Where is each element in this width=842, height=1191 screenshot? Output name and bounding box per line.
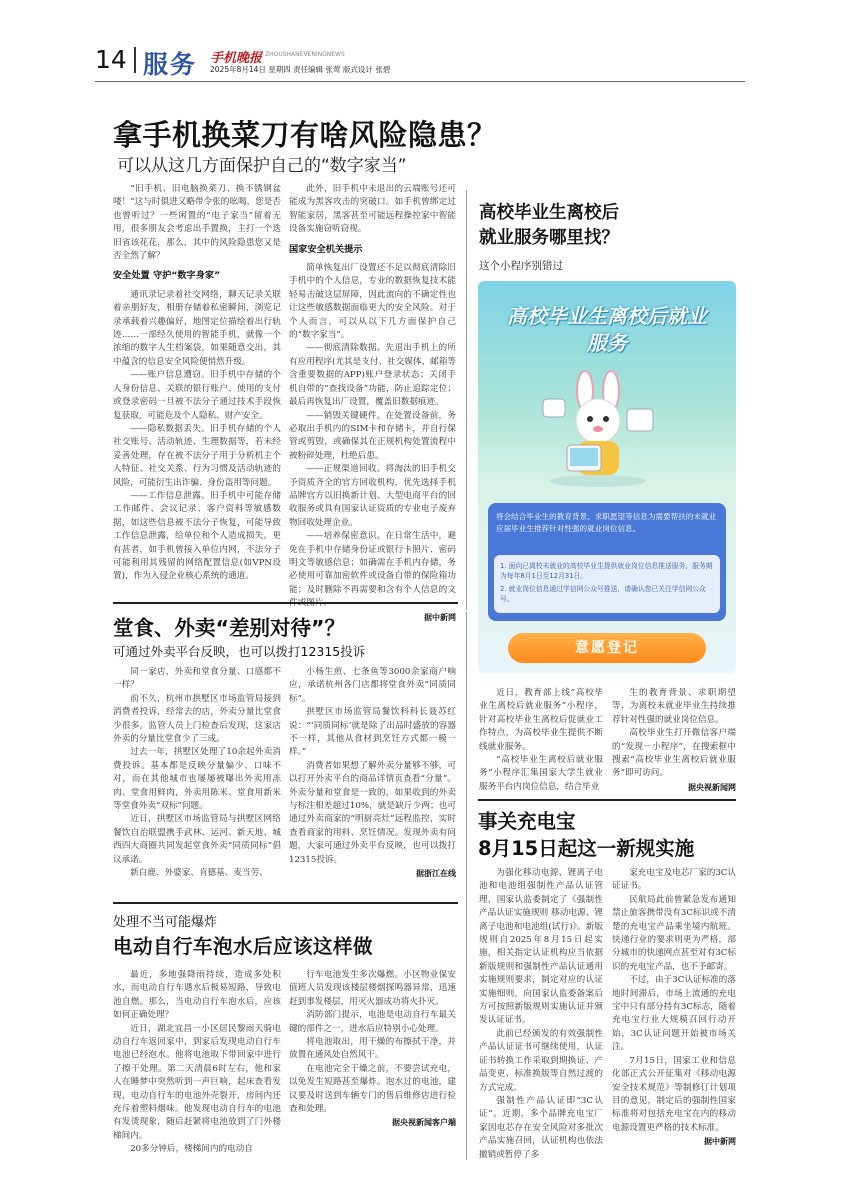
- newspaper-logo-en: ZHOUSHANEVENINGNEWS: [265, 51, 345, 58]
- article3-column-1: [113, 666, 281, 881]
- issue-meta: 2025年8月14日 星期四 责任编辑 张莺 版式设计 张碧: [210, 65, 391, 74]
- paragraph: 行车电池发生多次爆燃。小区物业保安值班人员发现该楼层楼烟探鸣器异常，迅速赶到事发楼层，用灭火器成功将火扑灭。: [289, 970, 456, 1007]
- mascot-illustration: [533, 369, 663, 489]
- article2-column-2: [612, 687, 736, 794]
- paragraph: “高校毕业生离校后就业服务”小程序汇集国家大学生就业服务平台内岗位信息，结合毕业: [479, 755, 603, 792]
- poster-item: 2. 就业岗位信息通过学信网公众号推送，请确认您已关注学信网公众号。: [500, 585, 706, 603]
- paragraph: ——彻底清除数据。先退出手机上的所有应用程序(尤其是支付、社交媒体、邮箱等含重要数据的APP)账户登录状态；关闭手机自带的“查找设备”功能，防止追踪定位；最后再恢复出厂设置，覆盖旧数据痕迹。: [289, 343, 456, 408]
- poster-info-list: [494, 555, 720, 613]
- paragraph: 此外，旧手机中未退出的云端账号还可能成为黑客攻击的突破口。如手机曾绑定过智能家居，黑客甚至可能远程操控家中智能设备实施窃听窃视。: [289, 184, 456, 235]
- paragraph: “旧手机、旧电脑换菜刀、换不锈钢盆喽！”这与时俱进又略带令张的吆喝，您是否也曾听过？一些闲置的“电子家当”留着无用，很多朋友会考虑出手置换，主打一个迭旧省该花花，那么，其中的风险隐患您又是否全然了解？: [113, 184, 281, 262]
- section-rule: [478, 799, 736, 801]
- article4-source: 据中新网: [704, 1137, 736, 1147]
- paragraph: 此前已经颁发的有效强制性产品认证证书可继续使用，认证证书转换工作采取到期换证、产品变更、标准换版等自然过渡的方式完成。: [479, 1028, 603, 1093]
- poster-headline: 高校毕业生离校后就业服务: [507, 304, 707, 355]
- service-poster: [478, 281, 736, 673]
- article5-source: 据央视新闻客户端: [392, 1118, 456, 1128]
- article4-title-line-2: 8月15日起这一新规实施: [478, 837, 695, 860]
- paragraph: 最近，多地强降雨持续，造成多处积水，而电动自行车遇水后极易短路，导致电池自燃。那么，当电动自行车泡水后，应该如何正确处理？: [113, 970, 281, 1021]
- article2-column-1: [479, 687, 603, 794]
- paragraph: 生的教育背景、求职期望等，为离校未就业毕业生持续推荐针对性强的就业岗位信息。: [612, 688, 736, 725]
- section-rule: [113, 602, 458, 604]
- paragraph: ——培养保密意识。在日常生活中，避免在手机中存储身份证或银行卡照片、密码明文等敏感信息；如确需在手机内存储，务必使用可靠加密软件或设备自带的保险箱功能；及时删除不再需要和含有个人信息的文: [289, 531, 456, 595]
- article2-subtitle: 这个小程序别错过: [479, 260, 563, 272]
- article3-column-2: [289, 666, 456, 881]
- paragraph: 7月15日，国家工业和信息化部正式公开征集对《移动电源安全技术规范》等制修订计划项目的意见，制定后的强制性国家标准将对包括充电宝在内的移动电源设置更严格的技术标准。: [612, 1055, 736, 1133]
- article1-subhead-2: 国家安全机关提示: [289, 243, 363, 255]
- header-rule: [95, 81, 745, 82]
- section-title: 服务: [143, 50, 198, 79]
- article3-subtitle: 可通过外卖平台反映，也可以拨打12315投诉: [113, 644, 366, 659]
- paragraph: 民航局此前曾紧急发布通知禁止旅客携带没有3C标识或不清楚的充电宝产品乘坐境内航班。快递行业的要求则更为严格，部分城市的快递网点甚至对有3C标识的充电宝产品，也不予邮寄。: [612, 894, 736, 972]
- column-divider: [466, 612, 467, 1160]
- article1-column-1: [113, 183, 281, 584]
- poster-panel-text: 将会结合毕业生的教育背景、求职愿望等信息为需要帮扶的未就业应届毕业生推荐针对性强的就业岗位信息。: [496, 512, 717, 533]
- paragraph: 通讯录记录着社交网络，聊天记录关联着亲朋好友，相册存储着私密瞬间，浏览记录承载着兴趣偏好，地图定位描绘着出行轨迹……一部经久使用的智能手机，就像一个浓缩的数字人生档案袋，如果随意交出，其中蕴含的信息安全风险便悄然升级。: [113, 289, 281, 367]
- article1-column-2: [289, 183, 456, 624]
- paragraph: 前不久，杭州市拱墅区市场监管局接到消费者投诉，经常去的店，外卖分量比堂食少很多。监管人员上门检查后发现，这家店外卖的分量比堂食少了三成。: [113, 693, 281, 745]
- article5-kicker: 处理不当可能爆炸: [113, 915, 218, 930]
- header-divider: [134, 47, 136, 73]
- section-rule: [113, 902, 458, 904]
- article1-subtitle: 可以从这几方面保护自己的“数字家当”: [117, 156, 407, 176]
- register-button[interactable]: 意愿登记: [508, 633, 706, 663]
- paragraph: 新白鹿、外婆家、肯德基、麦当劳、: [130, 868, 268, 879]
- paragraph: 强制性产品认证即“3C认证”。近期，多个品牌充电宝厂家因电芯存在安全风险对多批次产品实施召回，认证机构也依法撤销或暂停了多: [479, 1095, 603, 1160]
- column-divider: [466, 190, 467, 610]
- paragraph: 拱墅区市场监管局餐饮科科长聂苏红说：“‘同质同标’就是除了出品时盛放的容器不一样，其他从食材到烹饪方式都一模一样。”: [289, 707, 456, 758]
- article2-source: 据央视新闻网: [688, 782, 736, 792]
- paragraph: 将电池取出，用干燥的布擦拭干净，并放置在通风处自然风干。: [289, 1037, 456, 1061]
- paragraph: 不过，由于3C认证标准的落地时间滞后，市场上流通的充电宝中只有部分持有3C标志，随着充电宝行业大规模召回行动开始，3C认证问题开始被市场关注。: [612, 975, 736, 1053]
- article1-source: 据中新网: [424, 612, 456, 622]
- article4-title-line-1: 事关充电宝: [478, 810, 576, 833]
- paragraph: 近日，拱墅区市场监管局与拱墅区网络餐饮自治联盟携手武林、运河、新天地、城西四大商圈共同发起堂食外卖“同质同标”倡议承诺。: [113, 814, 281, 865]
- paragraph: 简单恢复出厂设置还不足以彻底清除旧手机中的个人信息，专业的数据恢复技术能轻易击破这层屏障，因此流向的不确定性也让这些敏感数据面临更大的安全风险。对于个人而言，可以从以下几方面保护自己的“数字家当”。: [289, 263, 456, 341]
- article1-subhead-1: 安全处置 守护“数字身家”: [113, 270, 221, 282]
- article4-column-1: [479, 867, 603, 1162]
- paragraph: 消防部门提示，电池是电动自行车最关键的部件之一，进水后应特别小心处理。: [289, 1010, 456, 1034]
- article5-title: 电动自行车泡水后应该这样做: [113, 935, 374, 958]
- article2-title-line-2: 就业服务哪里找？: [479, 228, 619, 248]
- poster-item: 1. 面向已离校未就业的高校毕业生提供就业岗位信息推送服务，服务期为每年8月1日至12月31日。: [500, 562, 713, 580]
- article4-column-2: [612, 867, 736, 1149]
- article5-column-1: [113, 969, 281, 1157]
- article3-title: 堂食、外卖“差别对待”？: [113, 616, 345, 640]
- paragraph: 消费者如果想了解外卖分量够不够，可以打开外卖平台的商品详情页查看“分量”。外卖分量和堂食是一致的，如果收到的外卖与标注相差超过10%，就是缺斤少两；也可通过外卖商家的“明厨亮灶”远程监控，实时查看商家的用料、烹饪情况。发现外卖有问题，大家可通过外卖平台反映，也可以拨打12315投诉。: [289, 760, 456, 865]
- article2-title: [479, 201, 619, 251]
- page-number: 14: [95, 45, 127, 74]
- paragraph: 同一家店，外卖和堂食分量、口感都不一样？: [113, 667, 281, 691]
- paragraph: 小杨生煎、七条鱼等3000余家商户响应，承诺杭州各门店都将堂食外卖“同质同标”。: [289, 667, 456, 704]
- article2-title-line-1: 高校毕业生离校后: [479, 203, 619, 223]
- paragraph: 家充电宝及电芯厂家的3C认证证书。: [612, 868, 736, 892]
- paragraph: 为强化移动电源、锂离子电池和电池组强制性产品认证管理，国家认监委制定了《强制性产品认证实施规则 移动电源、锂离子电池和电池组(试行)》。新版规则自2025年8月15日起实施，相关指定认证机构应当依据新版规则和强制性产品认证通用实施规则要求，制定对应的认证实施细则，向国家认监委备案后方可按照新版规则实施认证并颁发认证证书。: [479, 868, 603, 1026]
- poster-info-panel: [488, 503, 726, 621]
- paragraph: 近日，湖北宜昌一小区居民黎雨天骑电动自行车返回家中，到家后发现电动自行车电池已经泡水。他将电池取下带回家中进行了擦干处理。第二天清晨6时左右，他和家人在睡梦中突然听到一声巨响，起床查看发现，电动自行车的电池外壳裂开，房间内还充斥着塑料烟味。他发现电动自行车的电池有发烫现象，随后赶紧将电池放到了门外楼梯间内。: [113, 1023, 281, 1141]
- paragraph: ——账户信息遭窃。旧手机中存储的个人身份信息、关联的银行账户、使用的支付或登录密码一旦被不法分子通过技术手段恢复获取，可能危及个人隐私、财产安全。: [113, 370, 281, 421]
- newspaper-logo: 手机晚报: [210, 51, 263, 66]
- paragraph: 近日，教育部上线“高校毕业生离校后就业服务”小程序，针对高校毕业生离校后促就业工作特点，为高校毕业生提供不断线就业服务。: [479, 688, 603, 752]
- article1-title: 拿手机换菜刀有啥风险隐患？: [113, 118, 497, 152]
- paragraph: ——销毁关键硬件。在处置设备前，务必取出手机内的SIM卡和存储卡，并自行保管或剪毁，或确保其在正规机构处置流程中被粉碎处理，杜绝后患。: [289, 410, 456, 461]
- paragraph: 过去一年，拱墅区处理了10余起外卖消费投诉。基本都是反映分量偏少、口味不对，而在其他城市也屡屡被曝出外卖用冻肉、堂食用鲜肉，外卖用陈米、堂食用新米等堂食外卖“双标”问题。: [113, 747, 281, 812]
- paragraph: 在电池完全干燥之前，不要尝试充电，以免发生短路甚至爆炸。泡水过的电池，建议要及时送到车辆专门的售后维修店进行检查和处理。: [289, 1063, 456, 1115]
- article5-column-2: [289, 969, 456, 1130]
- paragraph: 20多分钟后，楼梯间内的电动自: [130, 1144, 253, 1155]
- paragraph: ——工作信息泄露。旧手机中可能存储工作邮件、会议记录、客户资料等敏感数据，如这些信息被不法分子恢复，可能导致工作信息泄露，给单位和个人造成损失。更有甚者，如手机曾接入单位内网，不法分子可能利用其残留的网络配置信息(如VPN设置)，作为入侵企业核心系统的通道。: [113, 490, 281, 582]
- paragraph: 高校毕业生打开微信客户端的“发现－小程序”，在搜索框中搜索“高校毕业生离校后就业服务”即可访问。: [612, 728, 736, 779]
- article3-source: 据浙江在线: [416, 869, 456, 879]
- paragraph: ——正规渠道回收。将淘汰的旧手机交予资质齐全的官方回收机构，优先选择手机品牌官方以旧换新计划、大型电商平台的回收服务或具有国家认证资质的专业电子废弃物回收处理企业。: [289, 464, 456, 528]
- article4-title: [478, 808, 694, 862]
- paragraph: ——隐私数据丢失。旧手机存储的个人社交账号、活动轨迹、生理数据等，若未经妥善处理，存在被不法分子用于分析机主个人特征、社交关系、行为习惯及活动轨迹的风险，可能衍生出诈骗、身份盗用等问题。: [113, 423, 281, 488]
